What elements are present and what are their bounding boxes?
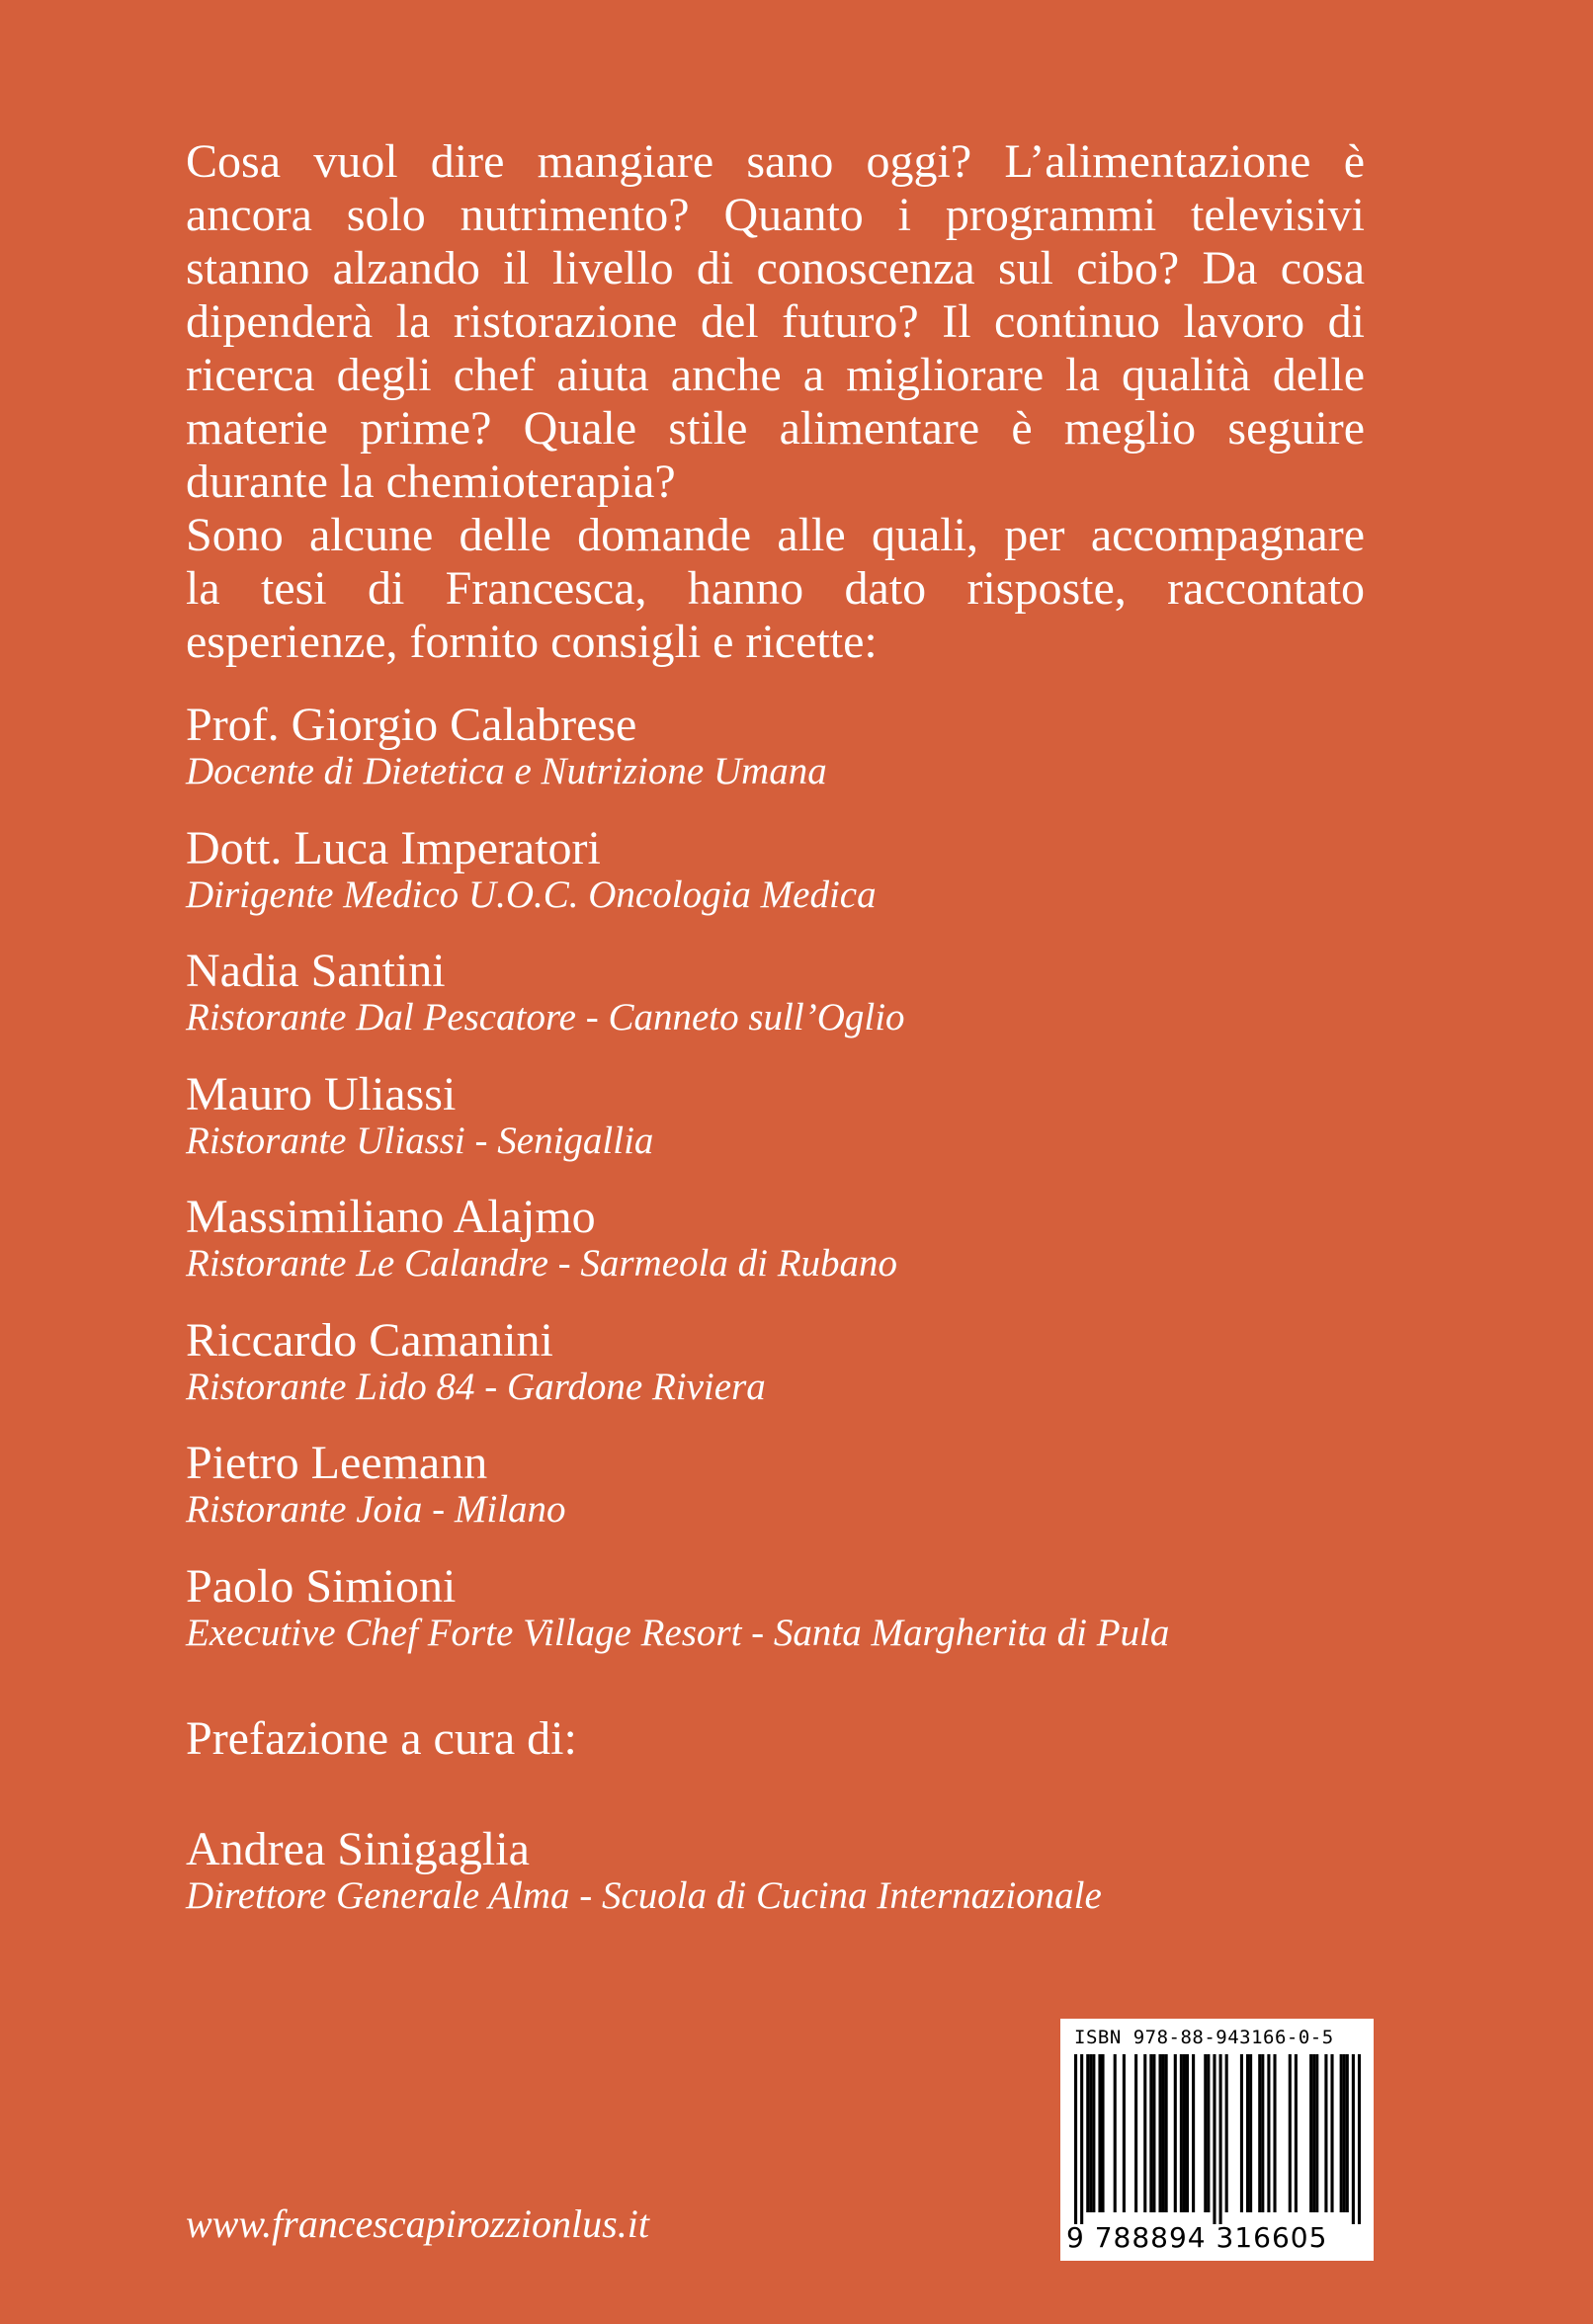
barcode-bar — [1240, 2054, 1243, 2212]
contributor-role: Ristorante Uliassi - Senigallia — [186, 1119, 654, 1162]
barcode-bar — [1267, 2054, 1270, 2212]
intro-line: la tesi di Francesca, hanno dato risposte, raccontato — [186, 562, 1365, 615]
barcode-bar — [1149, 2054, 1152, 2212]
contributor-entry — [186, 1437, 1421, 1560]
barcode-bar — [1183, 2054, 1186, 2212]
contributor-role: Dirigente Medico U.O.C. Oncologia Medica — [186, 872, 877, 916]
contributor-name: Prof. Giorgio Calabrese — [186, 699, 637, 751]
preface-author — [186, 1823, 1102, 1916]
preface-heading: Prefazione a cura di: — [186, 1712, 577, 1765]
intro-line: stanno alzando il livello di conoscenza sul cibo? Da cosa — [186, 242, 1365, 294]
contributor-entry — [186, 822, 1421, 946]
barcode-bar — [1273, 2054, 1276, 2212]
intro-line: dipenderà la ristorazione del futuro? Il continuo lavoro di — [186, 295, 1365, 348]
barcode-bar — [1352, 2054, 1355, 2224]
barcode-bar — [1114, 2054, 1117, 2212]
contributor-list — [186, 699, 1421, 1683]
contributor-role: Ristorante Lido 84 - Gardone Riviera — [186, 1365, 766, 1408]
barcode-bar — [1289, 2054, 1292, 2212]
contributor-entry — [186, 945, 1421, 1068]
barcode-bar — [1174, 2054, 1177, 2212]
intro-line: Cosa vuol dire mangiare sano oggi? L’alimentazione è — [186, 135, 1365, 188]
contributor-entry — [186, 1191, 1421, 1314]
barcode-bar — [1295, 2054, 1298, 2212]
intro-line: ricerca degli chef aiuta anche a migliorare la qualità delle — [186, 349, 1365, 401]
contributor-name: Riccardo Camanini — [186, 1313, 553, 1367]
barcode-bar — [1192, 2054, 1195, 2212]
barcode-bar — [1346, 2054, 1349, 2212]
contributor-entry — [186, 1314, 1421, 1438]
barcode-bar — [1261, 2054, 1264, 2212]
website-link[interactable]: www.francescapirozzionlus.it — [186, 2201, 649, 2246]
contributor-name: Dott. Luca Imperatori — [186, 821, 601, 874]
barcode-bar — [1162, 2054, 1165, 2212]
barcode-bar — [1246, 2054, 1249, 2212]
barcode-bar — [1315, 2054, 1318, 2212]
contributor-role: Executive Chef Forte Village Resort - Santa Margherita di Pula — [186, 1611, 1170, 1654]
barcode-bar — [1180, 2054, 1183, 2212]
contributor-name: Massimiliano Alajmo — [186, 1191, 596, 1243]
barcode-bar — [1158, 2054, 1161, 2212]
barcode-bar — [1101, 2054, 1104, 2212]
isbn-label: ISBN 978-88-943166-0-5 — [1074, 2027, 1334, 2048]
contributor-entry — [186, 1068, 1421, 1192]
barcode-bar — [1092, 2054, 1095, 2212]
contributor-name: Nadia Santini — [186, 945, 446, 997]
barcode-bar — [1134, 2054, 1137, 2212]
barcode-bar — [1204, 2054, 1207, 2212]
barcode-bar — [1324, 2054, 1327, 2212]
intro-line: esperienze, fornito consigli e ricette: — [186, 616, 878, 668]
barcode-bar — [1186, 2054, 1189, 2212]
barcode-digits: 9 788894 316605 — [1066, 2221, 1328, 2254]
barcode-bar — [1249, 2054, 1252, 2212]
isbn-barcode — [1060, 2019, 1374, 2261]
barcode-bar — [1080, 2054, 1083, 2224]
preface-author-role: Direttore Generale Alma - Scuola di Cucina Internazionale — [186, 1874, 1102, 1917]
barcode-bar — [1219, 2054, 1222, 2224]
barcode-bar — [1098, 2054, 1101, 2212]
barcode-bar — [1143, 2054, 1146, 2212]
barcode-bar — [1330, 2054, 1333, 2212]
contributor-role: Ristorante Dal Pescatore - Canneto sull’Oglio — [186, 996, 905, 1038]
contributor-name: Paolo Simioni — [186, 1559, 457, 1613]
barcode-bar — [1312, 2054, 1315, 2212]
intro-line: Sono alcune delle domande alle quali, per accompagnare — [186, 509, 1365, 561]
contributor-role: Docente di Dietetica e Nutrizione Umana — [186, 750, 827, 792]
intro-line: ancora solo nutrimento? Quanto i programmi televisivi — [186, 189, 1365, 241]
barcode-bar — [1207, 2054, 1210, 2212]
intro-text — [186, 135, 1365, 669]
barcode-bar — [1258, 2054, 1261, 2212]
barcode-bar — [1358, 2054, 1361, 2224]
preface-author-name: Andrea Sinigaglia — [186, 1823, 530, 1875]
barcode-bar — [1086, 2054, 1089, 2212]
barcode-bar — [1089, 2054, 1092, 2212]
barcode-bars-icon — [1074, 2054, 1361, 2224]
intro-line: materie prime? Quale stile alimentare è meglio seguire — [186, 402, 1365, 455]
contributor-role: Ristorante Joia - Milano — [186, 1488, 566, 1531]
barcode-bar — [1074, 2054, 1077, 2224]
barcode-bar — [1225, 2054, 1228, 2212]
barcode-bar — [1152, 2054, 1155, 2212]
contributor-entry — [186, 699, 1421, 822]
contributor-entry — [186, 1560, 1421, 1684]
barcode-bar — [1340, 2054, 1343, 2212]
barcode-bar — [1213, 2054, 1216, 2224]
contributor-name: Mauro Uliassi — [186, 1067, 457, 1120]
intro-line: durante la chemioterapia? — [186, 456, 676, 508]
barcode-bar — [1165, 2054, 1168, 2212]
barcode-bar — [1123, 2054, 1126, 2212]
barcode-bar — [1343, 2054, 1346, 2212]
contributor-name: Pietro Leemann — [186, 1437, 488, 1489]
contributor-role: Ristorante Le Calandre - Sarmeola di Rubano — [186, 1242, 898, 1285]
barcode-bar — [1309, 2054, 1312, 2212]
